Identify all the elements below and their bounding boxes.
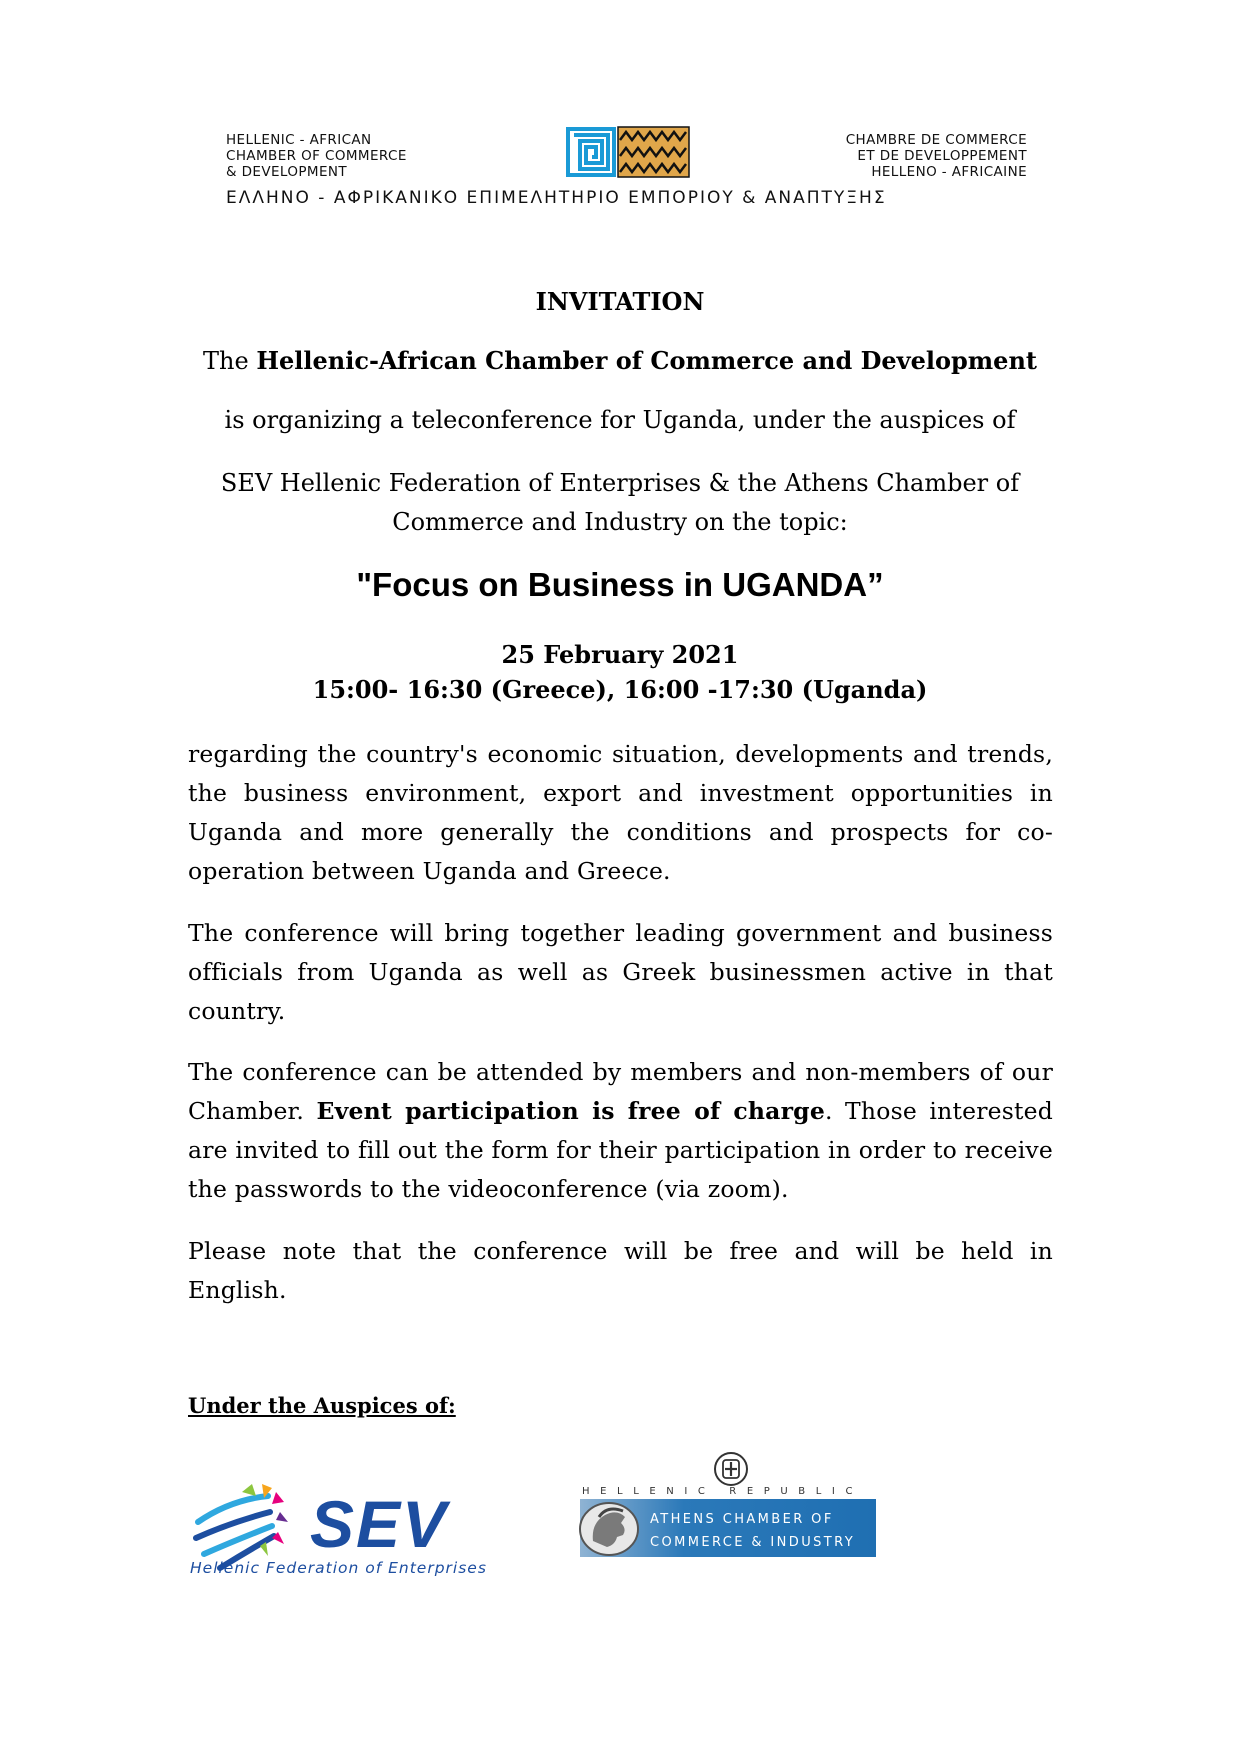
organizer-name: Hellenic-African Chamber of Commerce and Development xyxy=(256,346,1037,375)
letterhead-greek: ΕΛΛΗΝΟ - ΑΦΡΙΚΑΝΙΚΟ ΕΠΙΜΕΛΗΤΗΡΙΟ ΕΜΠΟΡΙΟΥ & ΑΝΑΠΤΥΞΗΣ xyxy=(226,188,887,208)
auspices-line-a: SEV Hellenic Federation of Enterprises & the Athens Chamber of xyxy=(220,469,1020,497)
letterhead-right-line: HELLENO - AFRICAINE xyxy=(871,164,1027,180)
letterhead-right-line: CHAMBRE DE COMMERCE xyxy=(845,132,1027,148)
sev-wordmark: SEV xyxy=(310,1487,449,1561)
organizer-prefix: The xyxy=(203,347,257,375)
letterhead-right-line: ET DE DEVELOPPEMENT xyxy=(857,148,1027,164)
letterhead-left-line: & DEVELOPMENT xyxy=(226,164,348,180)
meander-pattern-logo-icon xyxy=(565,126,690,178)
letterhead-french xyxy=(846,132,1027,180)
free-of-charge-note: Event participation is free of charge xyxy=(316,1097,825,1125)
auspices-line-b: Commerce and Industry on the topic: xyxy=(392,508,848,536)
event-date: 25 February 2021 xyxy=(501,640,739,669)
organizer-line xyxy=(150,346,1090,375)
sev-subtitle: Hellenic Federation of Enterprises xyxy=(190,1559,487,1577)
paragraph-language: Please note that the conference will be free and will be held in English. xyxy=(188,1237,1053,1304)
letterhead-english xyxy=(226,132,407,180)
paragraph-topics: regarding the country's economic situation, developments and trends, the business environment, export and investment opportunities in Uganda and more generally the conditions and prospects for co-operation between Uganda and Greece. xyxy=(188,740,1053,885)
letterhead-left-line: CHAMBER OF COMMERCE xyxy=(226,148,407,164)
conference-topic: "Focus on Business in UGANDA” xyxy=(356,566,884,603)
hellenic-republic-label: HELLENIC REPUBLIC xyxy=(582,1486,864,1497)
acci-name-line1: ATHENS CHAMBER OF xyxy=(650,1512,834,1527)
auspices-heading: Under the Auspices of: xyxy=(188,1393,456,1418)
paragraph-participants: The conference will bring together leading government and business officials from Uganda as well as Greek businessmen active in that country. xyxy=(188,919,1053,1025)
paragraph-attendance xyxy=(188,1053,1053,1209)
athena-profile-icon xyxy=(577,1501,641,1557)
invitation-title: INVITATION xyxy=(535,287,705,316)
event-datetime xyxy=(150,637,1090,707)
greek-coat-of-arms-icon xyxy=(713,1451,749,1487)
event-time: 15:00- 16:30 (Greece), 16:00 -17:30 (Uganda) xyxy=(312,675,928,704)
attendance-text: The conference can be attended by members and non-members of our Chamber. xyxy=(188,1058,1053,1125)
attendance-text-end: . Those interested are invited to fill out the form for their participation in order to receive the passwords to the videoconference (via zoom). xyxy=(188,1097,1053,1203)
acci-name xyxy=(650,1508,855,1554)
auspices-line xyxy=(150,464,1090,542)
letterhead-left-line: HELLENIC - AFRICAN xyxy=(226,132,372,148)
acci-name-line2: COMMERCE & INDUSTRY xyxy=(650,1535,856,1550)
organizing-line: is organizing a teleconference for Uganda, under the auspices of xyxy=(224,406,1016,434)
